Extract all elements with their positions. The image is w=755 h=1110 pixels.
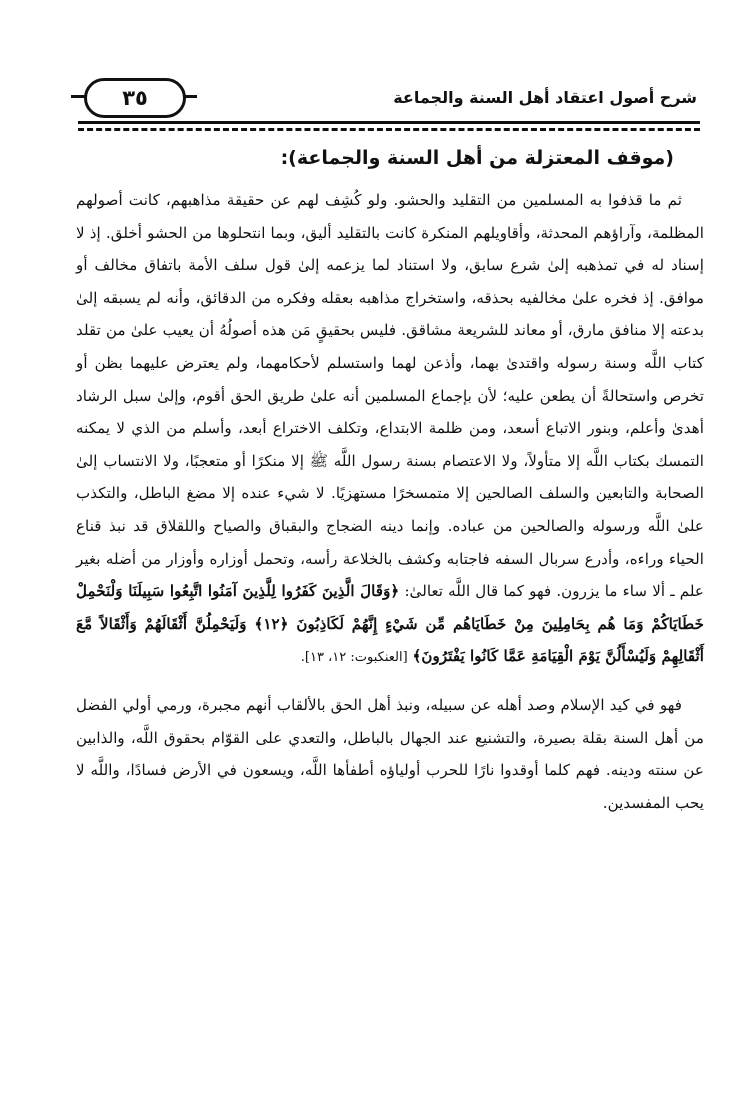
body-paragraph-2 — [76, 689, 704, 819]
section-heading: (موقف المعتزلة من أهل السنة والجماعة): — [280, 147, 674, 169]
page-number-badge — [84, 78, 186, 118]
verse-citation: [العنكبوت: ١٢، ١٣]. — [300, 650, 408, 666]
running-title: شرح أصول اعتقاد أهل السنة والجماعة — [393, 88, 697, 107]
body-paragraph-1 — [76, 184, 704, 675]
header-rule — [78, 121, 700, 124]
page-body — [76, 142, 704, 819]
quran-verse: ﴿وَقَالَ الَّذِينَ كَفَرُوا لِلَّذِينَ آمَنُوا اتَّبِعُوا سَبِيلَنَا وَلْنَحْمِلْ خَطَايَاكُمْ وَمَا هُم بِحَامِلِينَ مِنْ خَطَايَاهُم مِّن شَيْءٍ إِنَّهُمْ لَكَاذِبُونَ ﴿١٢﴾ وَلَيَحْمِلُنَّ أَثْقَالَهُمْ وَأَثْقَالاً مَّعَ أَثْقَالِهِمْ وَلَيُسْأَلُنَّ يَوْمَ الْقِيَامَةِ عَمَّا كَانُوا يَفْتَرُونَ﴾ — [76, 582, 704, 666]
paragraph-text: ثم ما قذفوا به المسلمين من التقليد والحشو. ولو كُشِف لهم عن حقيقة مذاهبهم، كانت أصولهم المظلمة، وآراؤهم المحدثة، وأقاويلهم المنكرة كانت بالتقليد أليق، وبما انتحلوها من الحشو أخلق. إذ لا إسناد له في تمذهبه إلىٰ شرع سابق، ولا استناد لما يزعمه إلىٰ قول سلف الأمة باتفاق مخالف أو موافق. إذ فخره علىٰ مخالفيه بحذقه، واستخراج مذاهبه بعقله وفكره من الدقائق، وأنه لم يسبقه إلىٰ بدعته إلا منافق مارق، أو معاند للشريعة مشاقق. فليس بحقيقٍ مَن هذه أصولُهُ أن يعيب علىٰ من تقلد كتاب اللَّه وسنة رسوله واقتدىٰ بهما، وأذعن لهما واستسلم لأحكامهما، ولم يعترض عليهما بظن أو تخرص واستحالةً أن يطعن عليه؛ لأن بإجماع المسلمين أنه علىٰ طريق الحق أقوم، وإلىٰ سبل الرشاد أهدىٰ وأعلم، وبنور الاتباع أسعد، ومن ظلمة الابتداع، وتكلف الاختراع أبعد، وأسلم من الذي لا يمكنه التمسك بكتاب اللَّه إلا متأولاً، ولا الاعتصام بسنة رسول اللَّه ﷺ إلا منكرًا أو متعجبًا، ولا الانتساب إلىٰ الصحابة والتابعين والسلف الصالحين إلا متمسخرًا مستهزيًا. لا شيء عنده إلا مضغ الباطل، والتكذب علىٰ اللَّه ورسوله والصالحين من عباده. وإنما دينه الضجاج والبقباق والصياح واللقلاق قد نبذ قناع الحياء وراءه، وأدرع سربال السفه فاجتابه وكشف بالخلاعة رأسه، وتحمل أوزاره وأوزار من أضله بغير علم ـ ألا ساء ما يزرون. فهو كما قال اللَّه تعالىٰ: — [76, 191, 704, 601]
page-header — [72, 76, 697, 122]
page-number: ٣٥ — [122, 86, 148, 110]
paragraph-text: فهو في كيد الإسلام وصد أهله عن سبيله، ونبذ أهل الحق بالألقاب أنهم مجبرة، ورمي أولي الفضل من أهل السنة بقلة بصيرة، والتشنيع عند الجهال بالباطل، والتعدي على القوّام بحقوق اللَّه، والذابين عن سنته ودينه. فهم كلما أوقدوا نارًا للحرب أولياؤه أطفأها اللَّه، ويسعون في الأرض فسادًا، واللَّه لا يحب المفسدين. — [76, 695, 704, 812]
header-dashed-rule — [78, 128, 700, 131]
